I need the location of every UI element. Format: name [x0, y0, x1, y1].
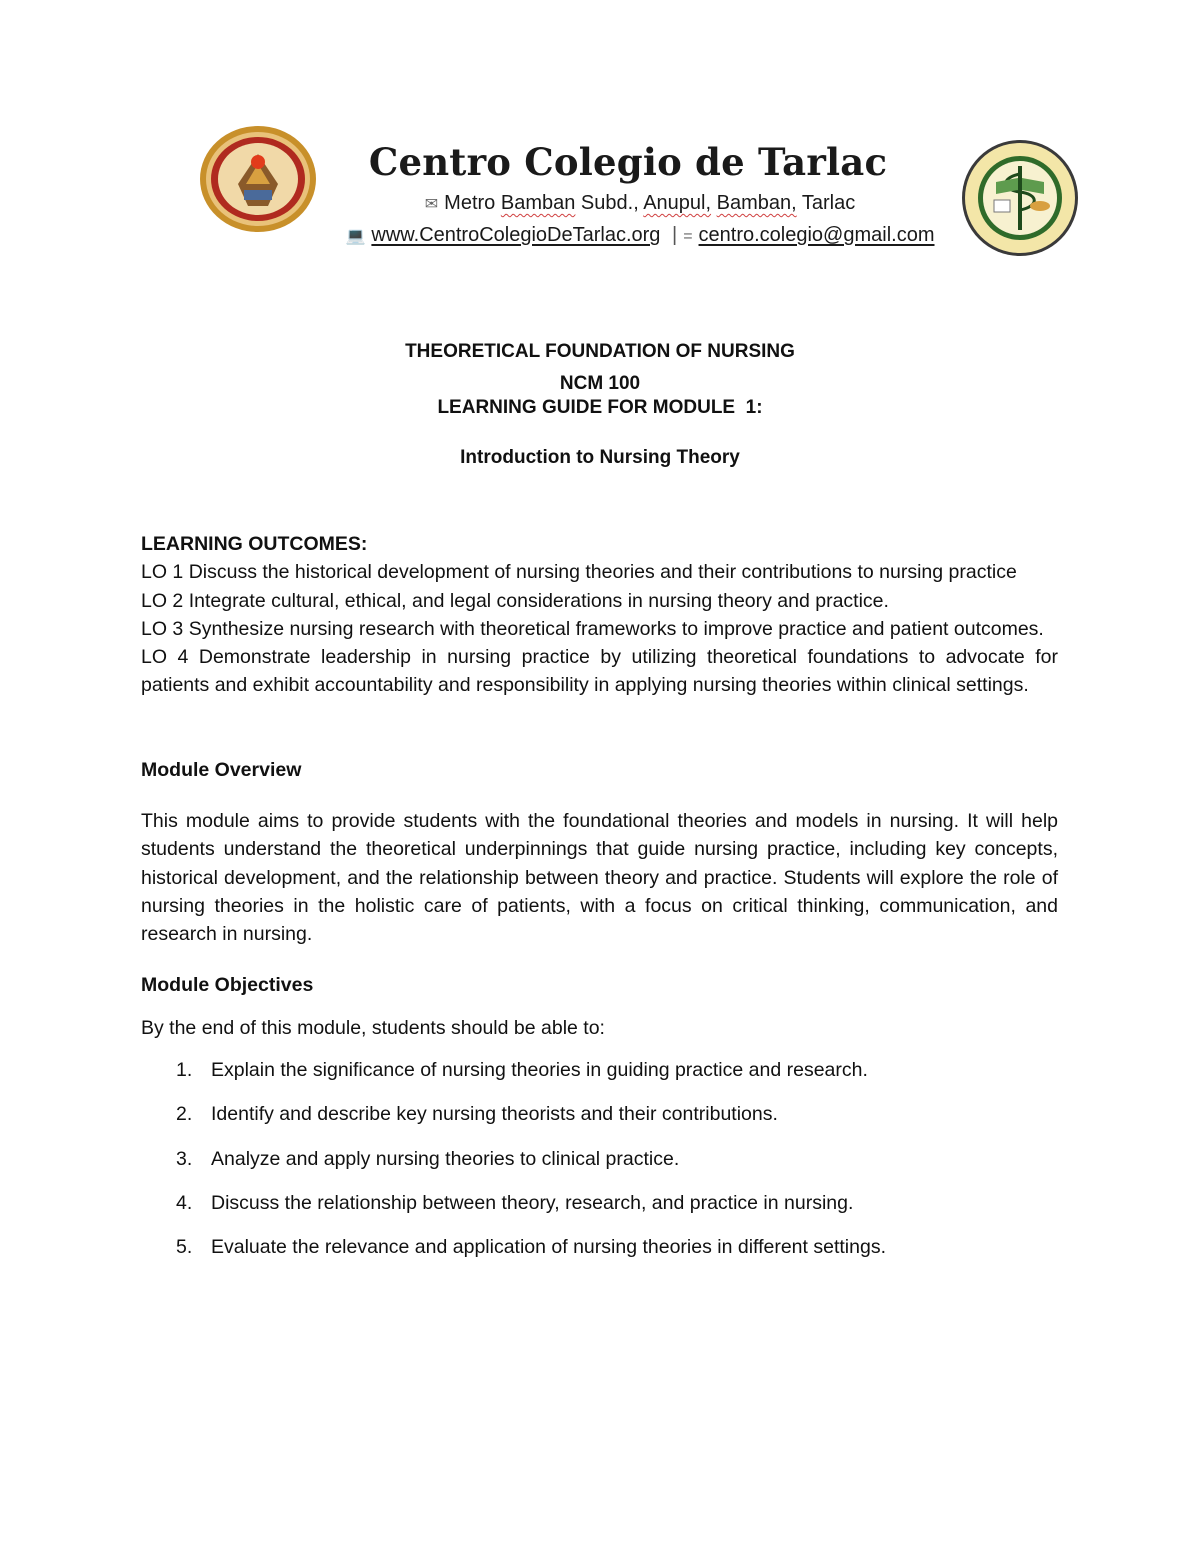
list-number: 1. — [176, 1059, 193, 1082]
learning-outcomes-section — [141, 530, 1058, 700]
document-body — [141, 530, 1058, 1278]
course-code: NCM 100 — [559, 373, 641, 394]
learning-outcomes-heading: LEARNING OUTCOMES: — [141, 533, 368, 555]
course-title: THEORETICAL FOUNDATION OF NURSING — [405, 341, 795, 362]
list-item — [141, 1189, 1058, 1217]
list-item — [141, 1233, 1058, 1261]
school-name: Centro Colegio de Tarlac — [368, 140, 888, 184]
email-icon: = — [683, 228, 693, 245]
school-info — [330, 138, 950, 252]
list-text: Explain the significance of nursing theories in guiding practice and research. — [211, 1059, 868, 1082]
computer-icon: 💻 — [345, 228, 366, 245]
list-text: Identify and describe key nursing theorists and their contributions. — [211, 1103, 778, 1126]
nursing-seal-right — [960, 138, 1080, 258]
address-prefix: Metro — [444, 192, 496, 214]
list-item — [141, 1145, 1058, 1173]
list-text: Evaluate the relevance and application of nursing theories in different settings. — [211, 1236, 886, 1259]
learning-outcome-item: LO 1 Discuss the historical development of nursing theories and their contributions to nursing practice — [141, 561, 1017, 584]
address-part: Tarlac — [801, 192, 856, 214]
objectives-heading: Module Objectives — [141, 973, 314, 996]
address-part: Bamban — [500, 192, 576, 214]
envelope-icon: ✉ — [424, 196, 439, 213]
list-text: Analyze and apply nursing theories to clinical practice. — [211, 1147, 680, 1170]
learning-outcome-item: LO 3 Synthesize nursing research with theoretical frameworks to improve practice and patient outcomes. — [141, 617, 1044, 640]
list-item — [141, 1100, 1058, 1128]
document-titles — [0, 340, 1200, 470]
overview-text: This module aims to provide students with the foundational theories and models in nursing. It will help students understand the theoretical underpinnings that guide nursing practice, including key concepts, historical development, and the relationship between theory and practice. Students will explore the role of nursing theories in the holistic care of patients, with a focus on critical thinking, communication, and research in nursing. — [141, 810, 1058, 946]
module-guide-title: LEARNING GUIDE FOR MODULE 1: — [437, 397, 763, 418]
list-number: 4. — [176, 1192, 193, 1215]
list-number: 5. — [176, 1236, 193, 1259]
objectives-list — [141, 1056, 1058, 1261]
overview-heading: Module Overview — [141, 758, 302, 781]
address-part: Bamban, — [716, 192, 797, 214]
module-topic: Introduction to Nursing Theory — [460, 447, 740, 468]
address-part: Subd., — [580, 192, 639, 214]
school-seal-left — [198, 124, 318, 234]
letterhead — [0, 120, 1200, 260]
learning-outcome-item: LO 4 Demonstrate leadership in nursing practice by utilizing theoretical foundations to advocate for patients and exhibit accountability and responsibility in applying nursing theories within clinical settings. — [141, 646, 1058, 697]
list-text: Discuss the relationship between theory, research, and practice in nursing. — [211, 1192, 854, 1215]
website-link[interactable]: www.CentroColegioDeTarlac.org — [371, 224, 661, 246]
list-item — [141, 1056, 1058, 1084]
separator: | — [671, 224, 678, 246]
address-part: Anupul, — [643, 192, 712, 214]
school-address — [330, 188, 950, 220]
list-number: 2. — [176, 1103, 193, 1126]
email-link[interactable]: centro.colegio@gmail.com — [698, 224, 935, 246]
list-number: 3. — [176, 1147, 193, 1170]
learning-outcome-item: LO 2 Integrate cultural, ethical, and legal considerations in nursing theory and practice. — [141, 589, 889, 612]
school-contacts — [330, 220, 950, 252]
objectives-intro: By the end of this module, students should be able to: — [141, 1016, 605, 1039]
